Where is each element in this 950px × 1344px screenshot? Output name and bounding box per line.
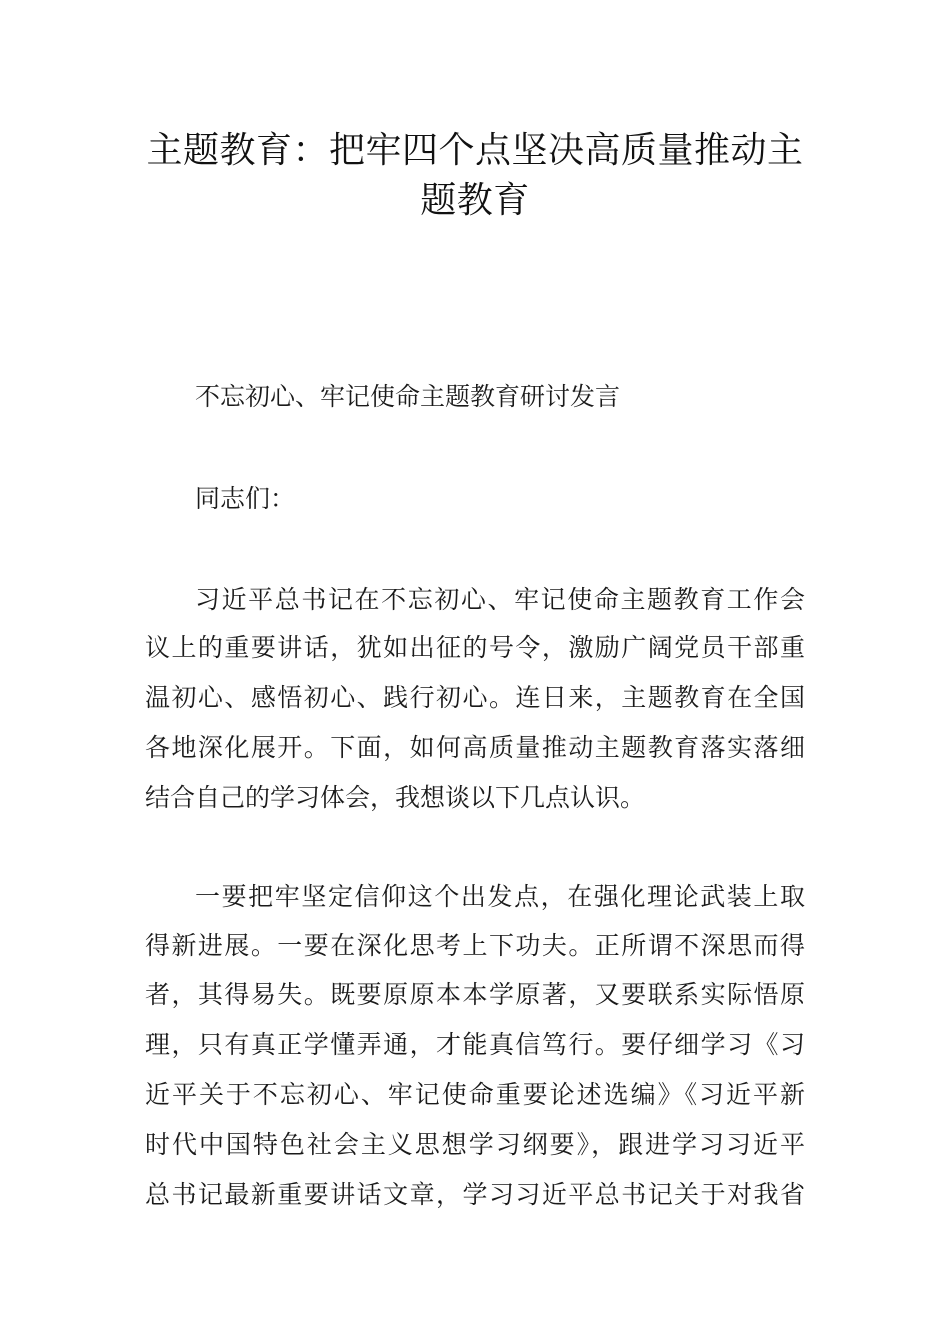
document-title xyxy=(145,126,805,226)
greeting: 同志们： xyxy=(195,484,296,513)
paragraph-1-line-3: 温初心、感悟初心、践行初心。连日来，主题教育在全国 xyxy=(145,683,805,712)
title-line-1: 主题教育：把牢四个点坚决高质量推动主 xyxy=(146,130,804,171)
title-line-2: 题教育 xyxy=(420,180,530,221)
paragraph-2-line-6: 时代中国特色社会主义思想学习纲要》，跟进学习习近平 xyxy=(145,1130,805,1159)
paragraph-1-line-5: 结合自己的学习体会，我想谈以下几点认识。 xyxy=(145,783,646,812)
paragraph-2-line-5: 近平关于不忘初心、牢记使命重要论述选编》《习近平新 xyxy=(145,1080,805,1109)
subtitle: 不忘初心、牢记使命主题教育研讨发言 xyxy=(195,382,621,411)
paragraph-1-line-4: 各地深化展开。下面，如何高质量推动主题教育落实落细 xyxy=(145,733,805,762)
paragraph-2-line-7: 总书记最新重要讲话文章，学习习近平总书记关于对我省 xyxy=(145,1180,805,1209)
paragraph-2-line-2: 得新进展。一要在深化思考上下功夫。正所谓不深思而得 xyxy=(145,931,805,960)
paragraph-2-line-4: 理，只有真正学懂弄通，才能真信笃行。要仔细学习《习 xyxy=(145,1030,805,1059)
paragraph-1-line-2: 议上的重要讲话，犹如出征的号令，激励广阔党员干部重 xyxy=(145,633,805,662)
paragraph-2-line-1: 一要把牢坚定信仰这个出发点，在强化理论武装上取 xyxy=(195,882,805,911)
paragraph-1-line-1: 习近平总书记在不忘初心、牢记使命主题教育工作会 xyxy=(195,585,805,614)
paragraph-2-line-3: 者，其得易失。既要原原本本学原著，又要联系实际悟原 xyxy=(145,980,805,1009)
